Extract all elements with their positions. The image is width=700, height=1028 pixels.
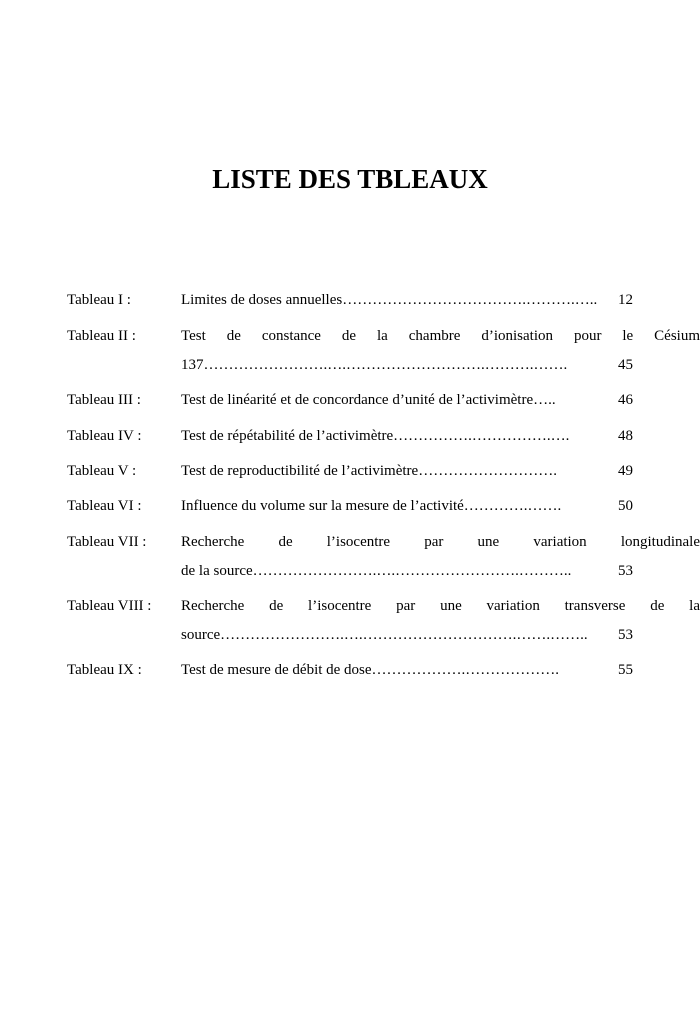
entry-page: 46: [618, 392, 633, 408]
entry-label: Tableau VI :: [67, 498, 142, 514]
entry-title: Test de constance de la chambre d’ionisation pour le Césium: [181, 328, 700, 344]
entry-page: 50: [618, 498, 633, 514]
entry-label: Tableau V :: [67, 463, 137, 479]
entry-label: Tableau IX :: [67, 662, 142, 678]
entry-title-continued: source…………………….….………………………….…….……..: [181, 627, 588, 643]
entry-title: Recherche de l’isocentre par une variation longitudinale: [181, 534, 700, 550]
entry-page: 48: [618, 428, 633, 444]
entry-title: Test de mesure de débit de dose……………….……………….: [181, 662, 560, 678]
entry-page: 53: [618, 627, 633, 643]
entry-title: Test de reproductibilité de l’activimètre……………………….: [181, 463, 557, 479]
entry-label: Tableau III :: [67, 392, 141, 408]
entry-label: Tableau VII :: [67, 534, 147, 550]
entry-title: Test de linéarité et de concordance d’unité de l’activimètre…..: [181, 392, 556, 408]
entry-title-continued: de la source…………………….….…………………….………..: [181, 563, 572, 579]
entry-label: Tableau VIII :: [67, 598, 152, 614]
entry-label: Tableau II :: [67, 328, 136, 344]
entry-title: Test de répétabilité de l’activimètre…………….…………….….: [181, 428, 570, 444]
entry-title: Influence du volume sur la mesure de l’activité………….…….: [181, 498, 562, 514]
entry-title: Recherche de l’isocentre par une variation transverse de la: [181, 598, 700, 614]
entry-page: 55: [618, 662, 633, 678]
entry-label: Tableau I :: [67, 292, 131, 308]
entry-label: Tableau IV :: [67, 428, 142, 444]
entry-page: 53: [618, 563, 633, 579]
page-title: LISTE DES TBLEAUX: [212, 164, 488, 194]
entry-page: 45: [618, 357, 633, 373]
entry-page: 49: [618, 463, 633, 479]
entry-title-continued: 137…………………….….……………………….……….…….: [181, 357, 568, 373]
entry-title: Limites de doses annuelles……………………………….……….…..: [181, 292, 598, 308]
entry-page: 12: [618, 292, 633, 308]
